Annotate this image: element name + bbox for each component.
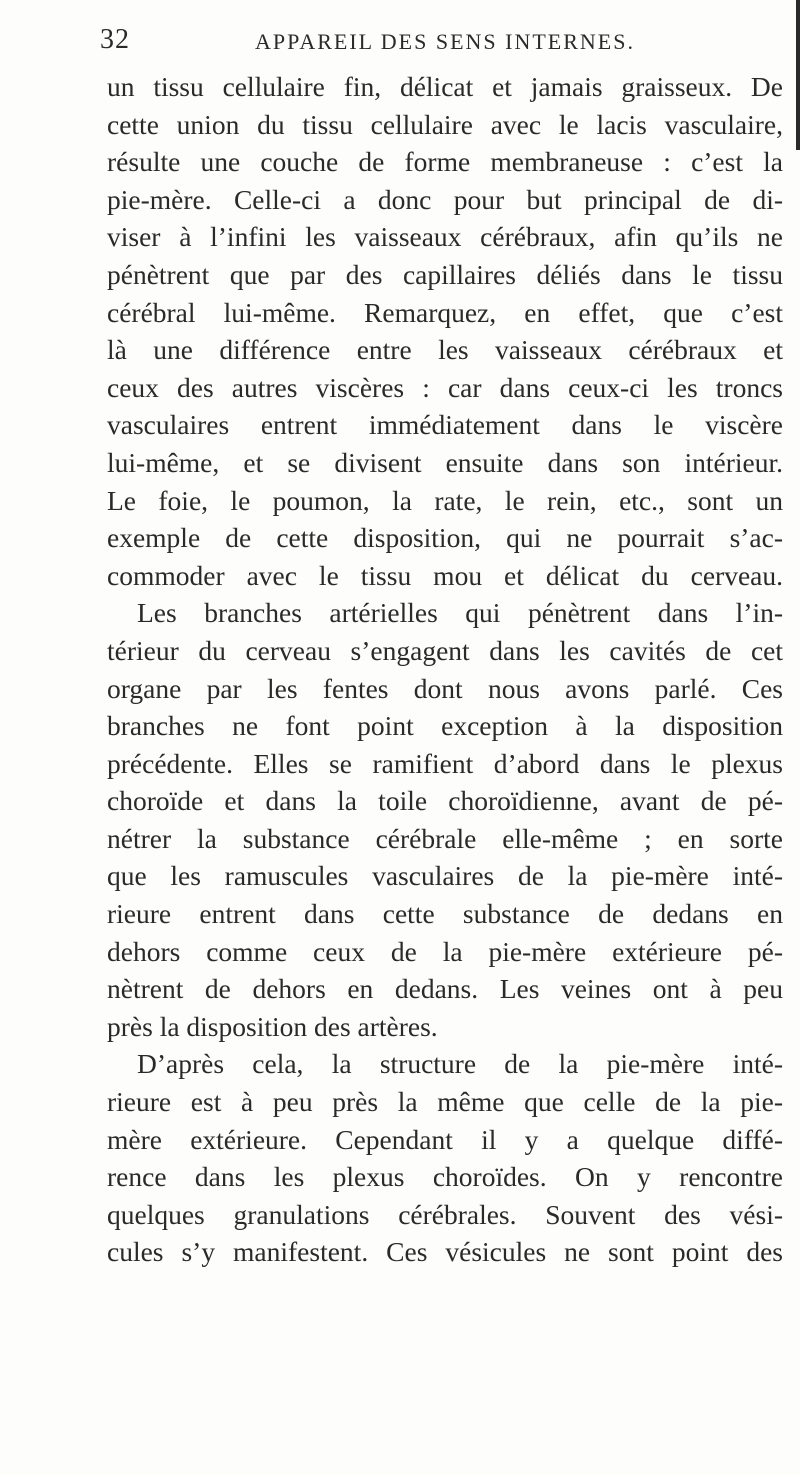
text-line: pie-mère. Celle-ci a donc pour but principal de di- xyxy=(107,183,783,215)
body-text xyxy=(107,68,783,1271)
text-line: Le foie, le poumon, la rate, le rein, etc., sont un xyxy=(107,484,783,516)
text-line: cérébral lui-même. Remarquez, en effet, que c’est xyxy=(107,296,783,328)
text-line: choroïde et dans la toile choroïdienne, avant de pé- xyxy=(107,785,783,817)
running-title: APPAREIL DES SENS INTERNES. xyxy=(255,29,635,54)
text-line: résulte une couche de forme membraneuse : c’est la xyxy=(107,146,783,178)
text-line: exemple de cette disposition, qui ne pourrait s’ac- xyxy=(107,522,783,554)
text-line: nétrer la substance cérébrale elle-même ; en sorte xyxy=(107,822,783,854)
text-line: dehors comme ceux de la pie-mère extérieure pé- xyxy=(107,935,783,967)
text-line: Les branches artérielles qui pénètrent dans l’in- xyxy=(137,597,783,629)
text-line: là une différence entre les vaisseaux cérébraux et xyxy=(107,334,783,366)
text-line: rence dans les plexus choroïdes. On y rencontre xyxy=(107,1161,783,1193)
page-header xyxy=(100,22,790,58)
page-number: 32 xyxy=(100,24,130,55)
text-line: près la disposition des artères. xyxy=(107,1010,438,1042)
text-line: branches ne font point exception à la disposition xyxy=(107,710,783,742)
text-line: commoder avec le tissu mou et délicat du cerveau. xyxy=(107,559,783,591)
text-line: précédente. Elles se ramifient d’abord dans le plexus xyxy=(107,747,783,779)
text-line: cette union du tissu cellulaire avec le lacis vasculaire, xyxy=(107,108,783,140)
text-line: rieure entrent dans cette substance de dedans en xyxy=(107,898,783,930)
text-line: que les ramuscules vasculaires de la pie-mère inté- xyxy=(107,860,783,892)
text-line: D’après cela, la structure de la pie-mère inté- xyxy=(137,1048,783,1080)
text-line: térieur du cerveau s’engagent dans les cavités de cet xyxy=(107,634,783,666)
text-line: mère extérieure. Cependant il y a quelque diffé- xyxy=(107,1123,783,1155)
text-line: quelques granulations cérébrales. Souvent des vési- xyxy=(107,1198,783,1230)
text-line: viser à l’infini les vaisseaux cérébraux, afin qu’ils ne xyxy=(107,221,783,253)
page-edge-divider xyxy=(796,0,800,150)
text-line: pénètrent que par des capillaires déliés dans le tissu xyxy=(107,258,783,290)
text-line: ceux des autres viscères : car dans ceux-ci les troncs xyxy=(107,371,783,403)
text-line: rieure est à peu près la même que celle de la pie- xyxy=(107,1086,783,1118)
text-line: vasculaires entrent immédiatement dans le viscère xyxy=(107,409,783,441)
text-line: nètrent de dehors en dedans. Les veines ont à peu xyxy=(107,973,783,1005)
text-line: lui-même, et se divisent ensuite dans son intérieur. xyxy=(107,446,783,478)
text-line: un tissu cellulaire fin, délicat et jamais graisseux. De xyxy=(107,71,783,102)
text-line: organe par les fentes dont nous avons parlé. Ces xyxy=(107,672,783,704)
text-line: cules s’y manifestent. Ces vésicules ne sont point des xyxy=(107,1236,783,1268)
